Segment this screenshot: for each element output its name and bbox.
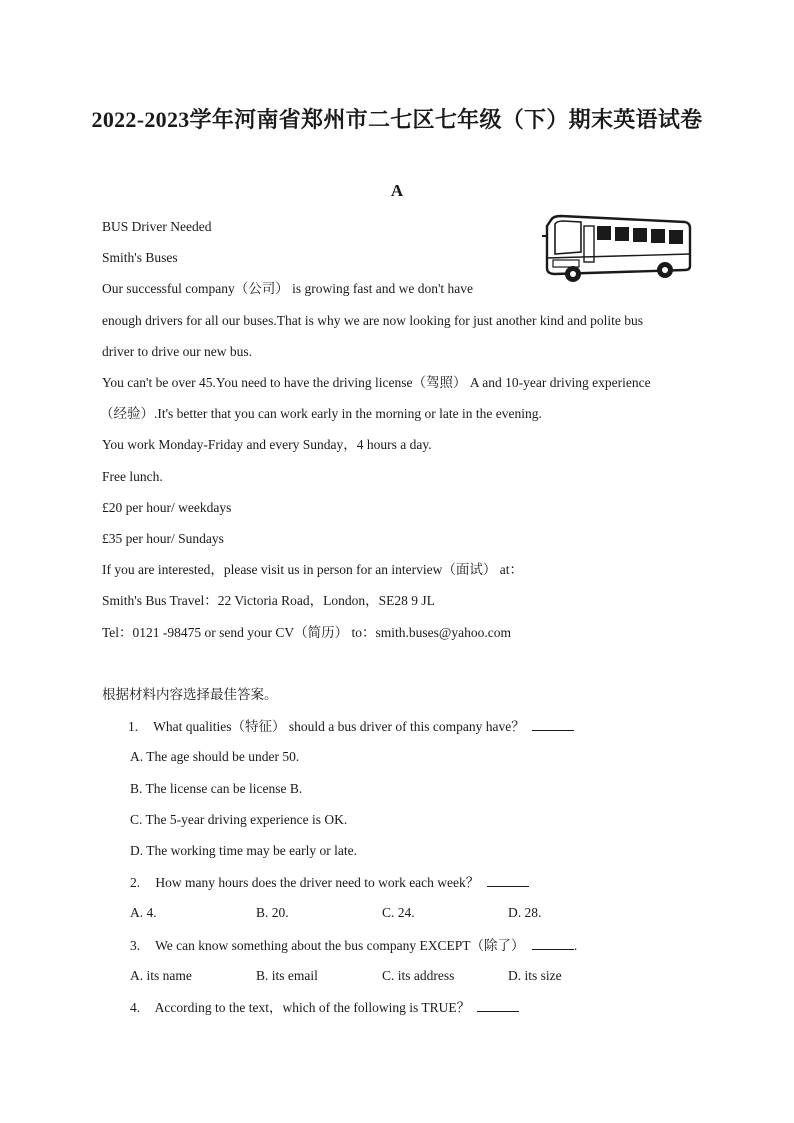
option-text: The license can be license B. (145, 781, 303, 796)
option-a[interactable] (130, 905, 157, 921)
question-suffix: . (573, 938, 578, 953)
option-text: its name (146, 968, 192, 983)
option-letter: C. (130, 812, 143, 827)
option-text: 28. (524, 905, 542, 920)
ad-paragraph-1-line-3: driver to drive our new bus. (102, 344, 252, 359)
option-c[interactable] (382, 905, 415, 921)
ad-tel: Tel：0121 -98475 or send your CV（简历） to：smith.buses@yahoo.com (102, 625, 511, 640)
ad-paragraph-1-line-2: enough drivers for all our buses.That is why we are now looking for just another kind and polite bus (102, 313, 644, 328)
ad-paragraph-1-line-1: Our successful company（公司） is growing fast and we don't have (102, 281, 473, 296)
ad-lunch: Free lunch. (102, 469, 163, 484)
question-text: We can know something about the bus company EXCEPT（除了） (155, 938, 525, 953)
option-text: its email (271, 968, 318, 983)
option-letter: D. (508, 905, 522, 920)
option-b[interactable] (130, 781, 302, 797)
option-letter: B. (256, 968, 269, 983)
ad-company: Smith's Buses (102, 250, 178, 265)
question-number: 3. (130, 938, 141, 953)
option-letter: C. (382, 905, 395, 920)
option-a[interactable] (130, 749, 299, 765)
question-text: According to the text，which of the following is TRUE？ (154, 1000, 471, 1015)
option-text: The working time may be early or late. (146, 843, 357, 858)
page-title: 2022-2023学年河南省郑州市二七区七年级（下）期末英语试卷 (91, 107, 703, 132)
option-text: its size (524, 968, 562, 983)
ad-contact-intro: If you are interested，please visit us in person for an interview（面试） at： (102, 562, 524, 577)
option-text: its address (397, 968, 455, 983)
question-number: 1. (128, 719, 139, 734)
option-letter: D. (130, 843, 144, 858)
answer-blank[interactable] (532, 937, 574, 950)
answer-blank[interactable] (487, 874, 529, 887)
option-letter: A. (130, 968, 144, 983)
option-letter: A. (130, 749, 144, 764)
option-letter: B. (256, 905, 269, 920)
option-b[interactable] (256, 905, 289, 921)
question-text: What qualities（特征） should a bus driver of this company have？ (153, 719, 525, 734)
bus-illustration (537, 212, 693, 284)
question-2 (130, 874, 529, 891)
question-number: 2. (130, 875, 141, 890)
ad-address: Smith's Bus Travel：22 Victoria Road，London，SE28 9 JL (102, 593, 435, 608)
option-text: 20. (271, 905, 289, 920)
option-d[interactable] (508, 968, 562, 984)
option-text: The age should be under 50. (146, 749, 300, 764)
option-a[interactable] (130, 968, 192, 984)
option-letter: C. (382, 968, 395, 983)
question-3 (130, 937, 577, 954)
question-number: 4. (130, 1000, 141, 1015)
ad-pay-sundays: £35 per hour/ Sundays (102, 531, 224, 546)
option-letter: A. (130, 905, 144, 920)
option-letter: D. (508, 968, 522, 983)
question-4 (130, 999, 519, 1016)
option-letter: B. (130, 781, 143, 796)
section-label: A (390, 181, 404, 200)
instruction: 根据材料内容选择最佳答案。 (102, 687, 278, 702)
answer-blank[interactable] (532, 718, 574, 731)
option-d[interactable] (130, 843, 357, 859)
question-text: How many hours does the driver need to work each week？ (155, 875, 480, 890)
ad-paragraph-2-line-1: You can't be over 45.You need to have the driving license（驾照） A and 10-year driving experience (102, 375, 651, 390)
option-c[interactable] (382, 968, 454, 984)
ad-schedule: You work Monday-Friday and every Sunday，4 hours a day. (102, 437, 432, 452)
option-text: 24. (397, 905, 415, 920)
option-text: The 5-year driving experience is OK. (145, 812, 348, 827)
option-d[interactable] (508, 905, 541, 921)
option-c[interactable] (130, 812, 347, 828)
ad-paragraph-2-line-2: （经验）.It's better that you can work early in the morning or late in the evening. (100, 406, 542, 421)
ad-headline: BUS Driver Needed (102, 219, 212, 234)
option-text: 4. (146, 905, 157, 920)
option-b[interactable] (256, 968, 318, 984)
ad-pay-weekdays: £20 per hour/ weekdays (102, 500, 232, 515)
question-1 (128, 718, 574, 735)
answer-blank[interactable] (477, 999, 519, 1012)
